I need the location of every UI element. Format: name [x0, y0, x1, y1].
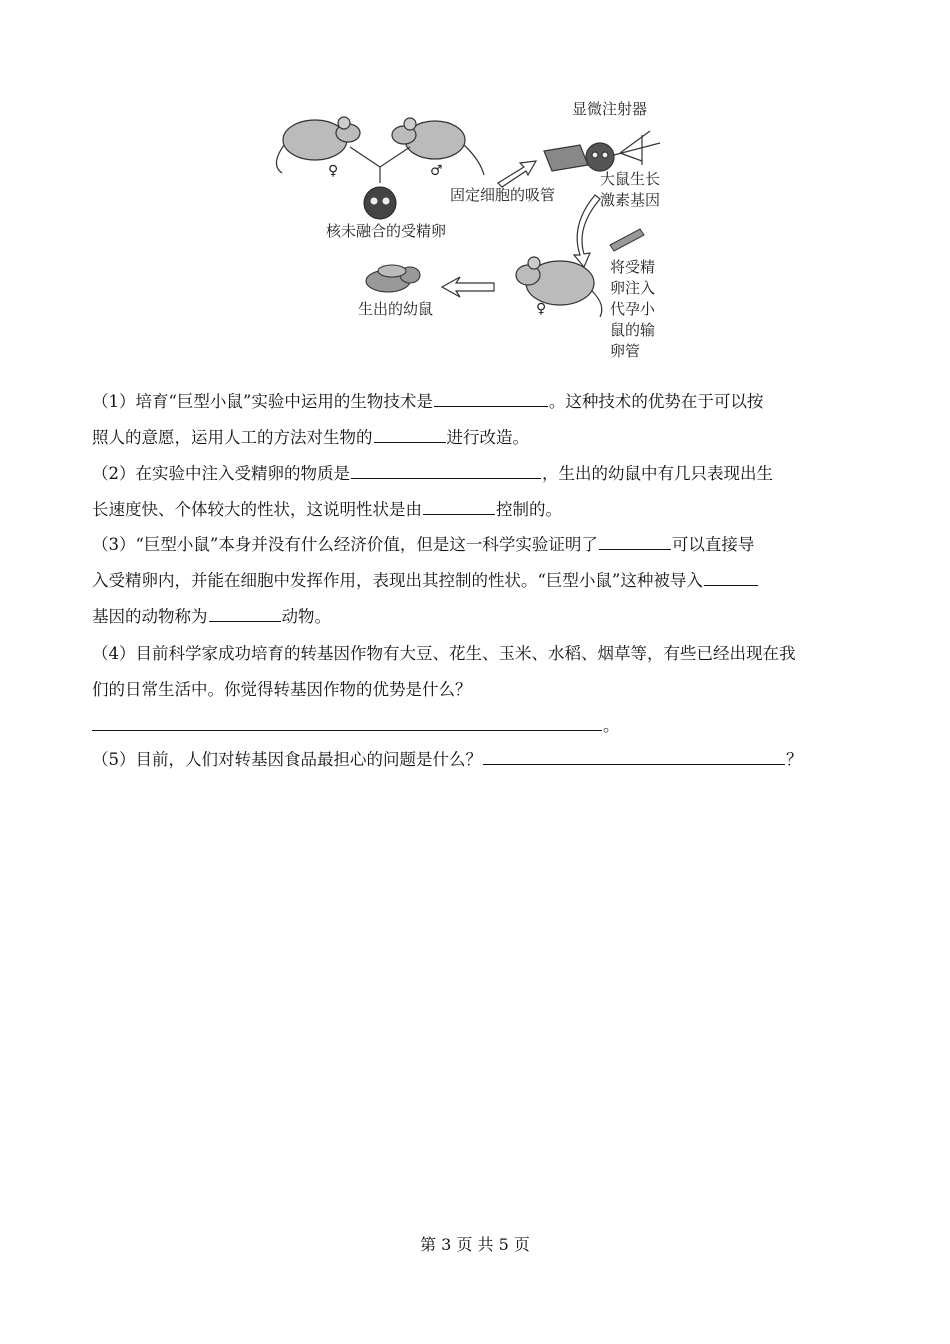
label-female-bottom: ♀ [536, 301, 547, 317]
q4-text-2: 们的日常生活中。你觉得转基因作物的优势是什么？ [92, 680, 472, 699]
q1-blank-1[interactable] [434, 388, 548, 407]
q2-text-1: （2）在实验中注入受精卵的物质是 [92, 464, 350, 483]
arrow-right-icon [498, 161, 536, 187]
q1-text-1: （1）培育“巨型小鼠”实验中运用的生物技术是 [92, 392, 433, 411]
label-inject-line1: 将受精 [610, 258, 656, 276]
q1-text-4: 进行改造。 [446, 428, 529, 447]
q5-blank-1[interactable] [483, 746, 785, 765]
label-pipette: 固定细胞的吸管 [450, 186, 556, 204]
label-offspring: 生出的幼鼠 [358, 300, 434, 318]
page-footer: 第 3 页 共 5 页 [420, 1235, 530, 1254]
q5-text-1: （5）目前，人们对转基因食品最担心的问题是什么？ [92, 750, 482, 769]
arrow-down-icon [574, 195, 600, 267]
q3-text-4: 基因的动物称为 [92, 607, 208, 626]
label-inject [610, 257, 670, 362]
question-4 [92, 636, 862, 744]
question-5 [92, 742, 862, 778]
q2-text-3: 长速度快、个体较大的性状，这说明性状是由 [92, 500, 422, 519]
pipette-injection-icon [544, 131, 660, 171]
label-gene-line2: 激素基因 [600, 191, 661, 209]
label-male-top: ♂ [430, 163, 443, 179]
fertilized-egg-icon [364, 187, 396, 219]
q4-text-1: （4）目前科学家成功培育的转基因作物有大豆、花生、玉米、水稻、烟草等，有些已经出现在我 [92, 644, 796, 663]
label-inject-line5: 卵管 [610, 342, 641, 360]
female-mouse-icon [276, 117, 360, 173]
surrogate-mouse-icon [516, 257, 602, 317]
q1-text-3: 照人的意愿，运用人工的方法对生物的 [92, 428, 373, 447]
label-inject-line2: 卵注入 [610, 279, 656, 297]
q3-text-1: （3）“巨型小鼠”本身并没有什么经济价值，但是这一科学实验证明了 [92, 535, 598, 554]
q3-blank-3[interactable] [209, 603, 281, 622]
question-1 [92, 384, 862, 456]
q4-blank-1[interactable] [92, 712, 602, 731]
q2-blank-1[interactable] [351, 460, 541, 479]
label-injector: 显微注射器 [572, 100, 648, 118]
q3-text-5: 动物。 [281, 607, 331, 626]
q2-blank-2[interactable] [423, 496, 495, 515]
question-2 [92, 456, 862, 528]
q3-text-3: 入受精卵内，并能在细胞中发挥作用，表现出其控制的性状。“巨型小鼠”这种被导入 [92, 571, 703, 590]
q3-blank-2[interactable] [704, 567, 758, 586]
label-egg: 核未融合的受精卵 [326, 222, 447, 240]
arrow-left-icon [442, 277, 494, 297]
cross-lines [350, 147, 410, 183]
q2-text-4: 控制的。 [496, 500, 562, 519]
q1-blank-2[interactable] [374, 424, 446, 443]
offspring-mice-icon [366, 265, 420, 292]
q4-text-3: 。 [603, 716, 620, 735]
label-gene [600, 169, 660, 211]
question-3 [92, 527, 862, 635]
label-inject-line3: 代孕小 [610, 300, 656, 318]
label-female-top: ♀ [328, 163, 339, 179]
syringe-icon [610, 229, 644, 251]
q1-text-2: 。这种技术的优势在于可以按 [548, 392, 764, 411]
label-gene-line1: 大鼠生长 [600, 170, 661, 188]
experiment-figure [270, 95, 690, 365]
q3-blank-1[interactable] [599, 531, 671, 550]
label-inject-line4: 鼠的输 [610, 321, 656, 339]
q3-text-2: 可以直接导 [671, 535, 755, 554]
q5-text-2: ？ [786, 750, 803, 769]
q2-text-2: ，生出的幼鼠中有几只表现出生 [542, 464, 773, 483]
